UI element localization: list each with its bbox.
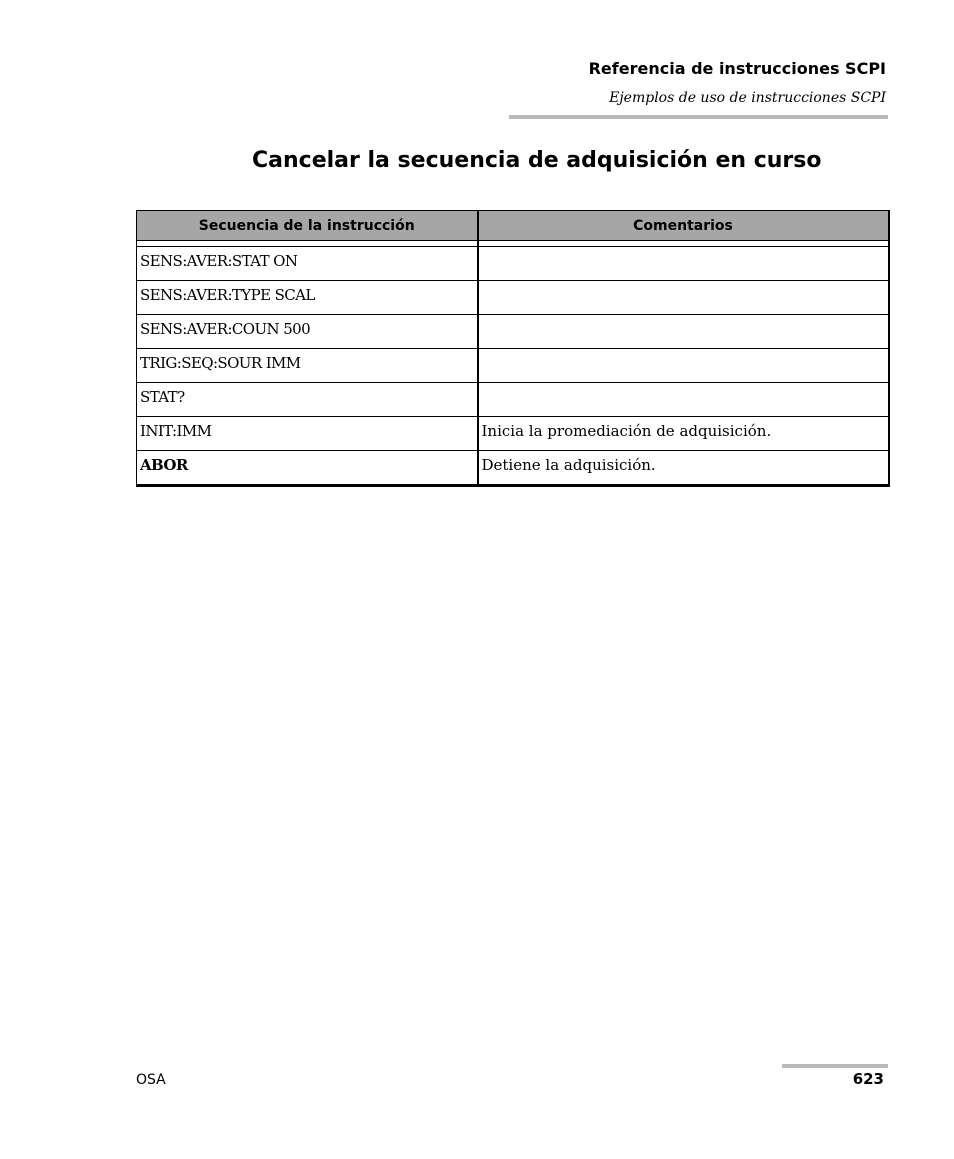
- comment-cell: [478, 247, 889, 281]
- table-row: [137, 451, 889, 486]
- command-cell: SENS:AVER:STAT ON: [137, 247, 478, 281]
- table-header-row: [137, 211, 889, 241]
- table-row: [137, 383, 889, 417]
- running-header: [589, 58, 886, 108]
- instruction-table: [136, 210, 890, 487]
- page-number: 623: [852, 1070, 884, 1088]
- command-cell: ABOR: [137, 451, 478, 486]
- column-header-comments: Comentarios: [478, 211, 889, 241]
- footer-rule: [782, 1064, 888, 1068]
- table-row: [137, 247, 889, 281]
- section-title: Ejemplos de uso de instrucciones SCPI: [609, 90, 886, 106]
- comment-cell: [478, 315, 889, 349]
- table-row: [137, 281, 889, 315]
- comment-cell: Detiene la adquisición.: [478, 451, 889, 486]
- comment-cell: [478, 383, 889, 417]
- table-row: [137, 315, 889, 349]
- comment-cell: [478, 281, 889, 315]
- command-cell: SENS:AVER:COUN 500: [137, 315, 478, 349]
- command-cell: SENS:AVER:TYPE SCAL: [137, 281, 478, 315]
- chapter-title: Referencia de instrucciones SCPI: [588, 59, 886, 78]
- comment-cell: [478, 349, 889, 383]
- header-rule: [509, 115, 888, 119]
- comment-cell: Inicia la promediación de adquisición.: [478, 417, 889, 451]
- command-cell: TRIG:SEQ:SOUR IMM: [137, 349, 478, 383]
- footer-product: OSA: [136, 1072, 166, 1088]
- column-header-sequence: Secuencia de la instrucción: [137, 211, 478, 241]
- table-row: [137, 349, 889, 383]
- page-heading: Cancelar la secuencia de adquisición en curso: [252, 148, 822, 173]
- command-cell: STAT?: [137, 383, 478, 417]
- command-cell: INIT:IMM: [137, 417, 478, 451]
- table-row: [137, 417, 889, 451]
